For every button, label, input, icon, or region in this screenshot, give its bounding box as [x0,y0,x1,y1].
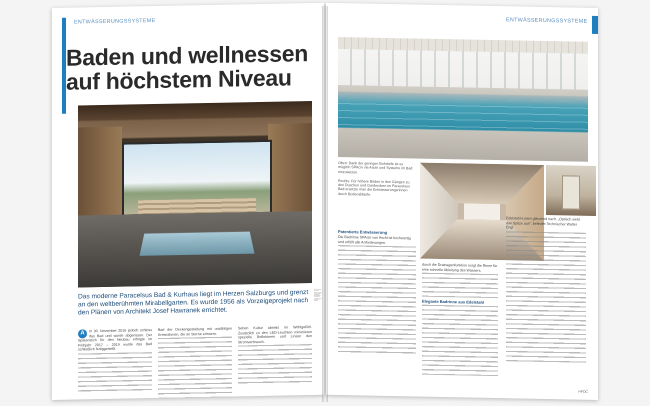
body-column-3-lines [238,344,312,385]
body-column-1 [78,328,152,393]
right-caption-top [338,161,416,198]
body-column-2-text: Bad der Deckengestaltung mit unzähligen Kreisrahmen, die an Sterne erinnern. [158,326,232,337]
right-page [326,3,598,400]
sauna-photo [78,101,312,287]
right-body-column-2 [422,263,498,377]
photo-wall-right [268,123,312,214]
right-body-column-1-lines [338,245,416,356]
right-body-column-1-text: Die Badrinne SPAcin von Aschl ist hochwertig und erfüllt alle Anforderungen. [338,235,411,245]
section-label-left: ENTWÄSSERUNGSSYSTEME [74,18,156,26]
photo-caption-left: In der Saunalandschaft des neuen Paracelsus Bad & Kurhaus bieten großflächige Fensterflächen spektakuläre Ausblicke auf die Altstadt von Salzburg. [314,288,322,303]
heading-patented-drainage: Patentierte Entwässerung [338,229,388,235]
body-column-2-lines [158,337,232,400]
left-page [52,3,324,400]
drop-cap: A [78,329,87,338]
body-column-3-text: Sehen Kultur abseits im Wohlgefühl. Zusätzlich zu den LED-Leuchten minimieren spezielle Reflektoren und Linsen den Stromverbrauch. [238,325,312,345]
vertical-tab-label: OBJEKTBERICHT [53,47,59,97]
right-body-column-3-lines [506,231,586,363]
photo-wall-left [78,127,122,218]
right-body-column-1 [338,229,416,357]
right-caption-2: Rechts: Für höhere Böden in den Gängen zu den Duschen und Garderoben im Paracelsus Bad ersetzte man die Entwässerungsrinnen durch Bodenabläufe. [338,178,410,197]
indoor-pool-photo [338,37,588,162]
spread-gutter [322,6,328,402]
pool-water [338,97,588,132]
right-body-column-3 [506,216,586,362]
right-body-column-2-text: durch die Drainagenfunktion sorgt die Rinne für eine schnelle Ableitung des Wassers. [422,262,498,273]
photo-plunge-pool [140,232,255,256]
page-reference: HPDC [578,389,588,394]
body-column-3 [238,325,312,386]
shower-photo [546,165,596,216]
pool-windows [338,49,588,90]
right-body-column-2-lines-a [422,273,498,298]
section-label-right: ENTWÄSSERUNGSSYSTEME [506,17,588,25]
right-body-column-3-text: Edelstahl-Linien glänzend nach. „Optisch sieht das Spitze aus“, befindet Technischer Walter Engl. [506,216,580,230]
corridor-end [464,203,500,220]
page-headline: Baden und wellnessen auf höchstem Niveau [66,40,308,95]
body-column-2 [158,327,232,400]
section-bar-right [592,16,598,34]
right-body-column-2-lines-b [422,305,498,376]
heading-elegant-channel: Elegante Badrinne aus Edelstahl [422,298,485,305]
shower-door [562,175,580,209]
right-caption-1: Oben: Dank der geringen Bohrtiefe ist es möglich SPAcin via AschI und Systeme im Bad einzusetzen. [338,161,413,175]
body-column-1-lines [78,352,152,393]
body-column-1-text: m 30. November 2016 jedoch schloss das Bad und wurde abgerissen. Der Spatenstich für den Neubau erfolgte im Frühjahr 2017 – 2019 wurde das Bad schließlich fertiggestellt. [78,328,152,352]
lead-paragraph: Das moderne Paracelsus Bad & Kurhaus liegt im Herzen Salzburgs und grenzt an den weltberühmten Mirabellgarten. Es wurde 1956 als Vorzeigeprojekt nach den Plänen von Architekt Josef Hawranek errichtet. [78,289,309,317]
